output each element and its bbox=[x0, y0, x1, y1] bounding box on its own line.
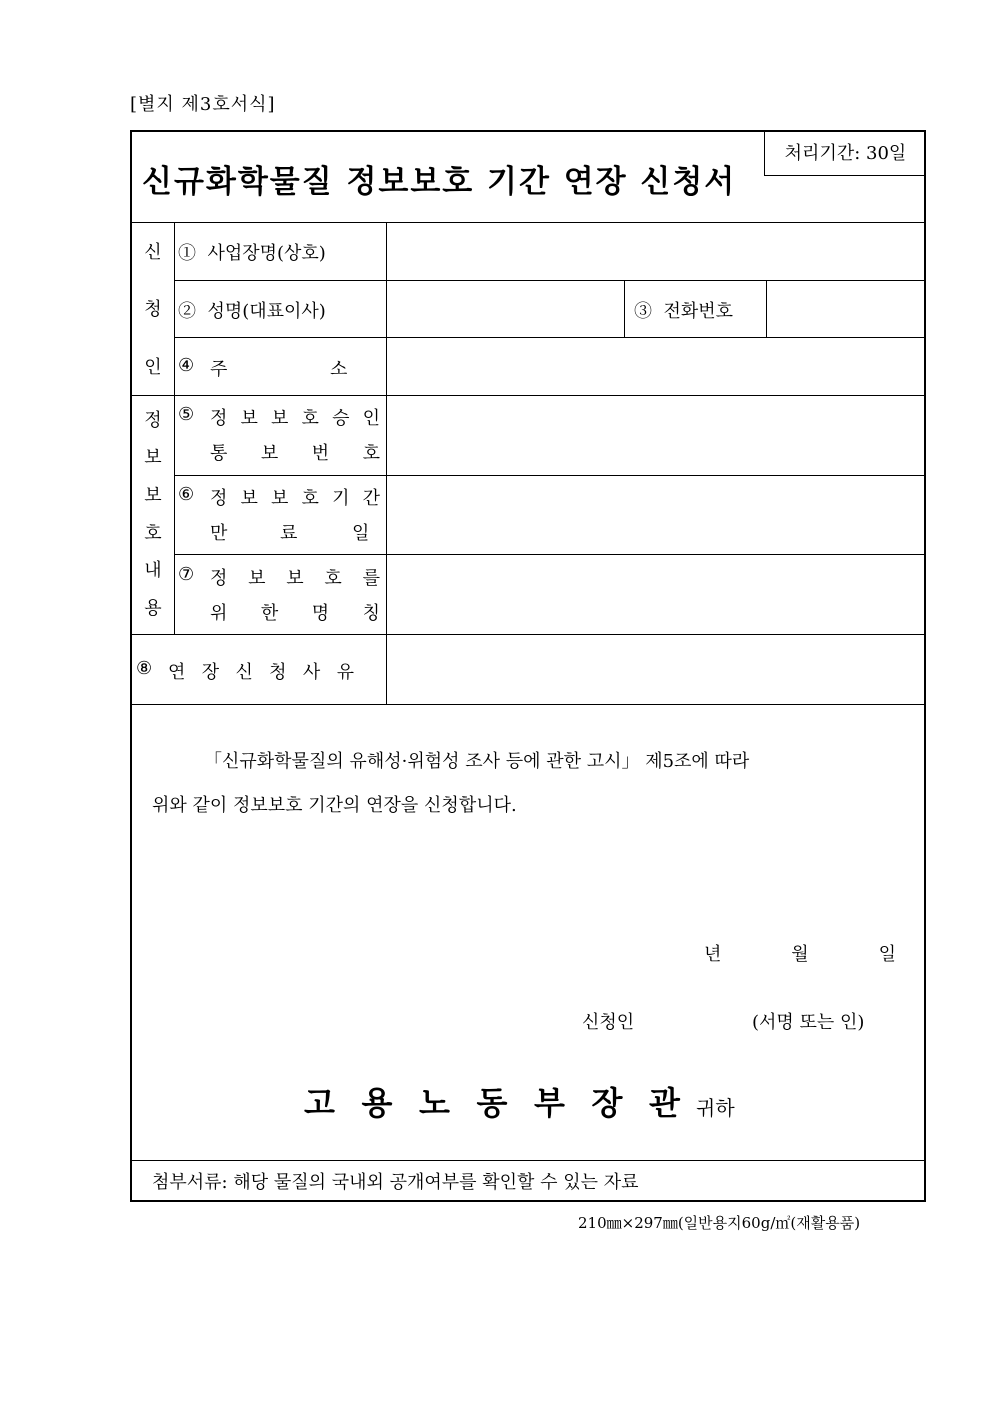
applicant-label: 신청인 bbox=[582, 1012, 635, 1033]
divider bbox=[386, 222, 387, 704]
divider bbox=[132, 704, 924, 705]
alias-name-label-line1: 정 보 보 호 를 bbox=[210, 568, 380, 589]
attachments-note: 첨부서류: 해당 물질의 국내외 공개여부를 확인할 수 있는 자료 bbox=[152, 1172, 639, 1193]
paper-spec: 210㎜×297㎜(일반용지60g/㎡(재활용품) bbox=[578, 1214, 861, 1232]
divider bbox=[174, 554, 924, 555]
divider bbox=[132, 395, 924, 396]
form-number: [별지 제3호서식] bbox=[130, 94, 276, 115]
statement-line-1: 「신규화학물질의 유해성·위험성 조사 등에 관한 고시」 제5조에 따라 bbox=[204, 751, 750, 772]
form-title: 신규화학물질 정보보호 기간 연장 신청서 bbox=[142, 164, 737, 200]
protection-section-label: 정 보 보 호 내 용 bbox=[144, 409, 162, 620]
extension-reason-label: 연 장 신 청 사 유 bbox=[168, 662, 354, 683]
signature-note: (서명 또는 인) bbox=[752, 1012, 865, 1033]
expiry-date-label-line1: 정 보 보 호 기 간 bbox=[210, 488, 380, 509]
approval-number-label-line1: 정 보 보 호 승 인 bbox=[210, 408, 380, 429]
expiry-date-num: ⑥ bbox=[178, 484, 195, 505]
alias-name-num: ⑦ bbox=[178, 564, 195, 585]
approval-number-num: ⑤ bbox=[178, 404, 195, 425]
recipient-title: 고 용 노 동 부 장 관 bbox=[304, 1084, 680, 1122]
statement-line-2: 위와 같이 정보보호 기간의 연장을 신청합니다. bbox=[152, 795, 517, 816]
processing-period-box: 처리기간: 30일 bbox=[764, 132, 926, 176]
address-label: ④ 주 소 bbox=[178, 355, 348, 380]
application-form: 신규화학물질 정보보호 기간 연장 신청서 처리기간: 30일 신 청 인 ① 사업장명(상호) ② 성명(대표이사) ③ 전화번호 ④ 주 소 정 보 보 호 내 용 ⑤ 정 보 보 호 승 인 통 보 번 호 ⑥ 정 보 보 호 기 간 만 료 일 ⑦ 정 보 보 호 를 위 한 명 칭 ⑧ 연 장 신 청 사 유 「신규화학물질의 유해성·위험성 조사 등에 관한 고시」 제5조에 따라 위와 같이 정보보호 기간의 연장을 신청합니다. 년 월 일 신청인 (서명 또는 인) 고 용 노 동 부 장 관 귀하 첨부서류: 해당 물질의 국내외 공개여부를 확인할 수 있는 자료 bbox=[130, 130, 926, 1202]
divider bbox=[174, 280, 924, 281]
divider bbox=[174, 337, 924, 338]
applicant-section-label: 신 청 인 bbox=[144, 241, 162, 379]
recipient-honorific: 귀하 bbox=[696, 1096, 735, 1120]
divider bbox=[132, 222, 924, 223]
alias-name-label-line2: 위 한 명 칭 bbox=[210, 603, 380, 624]
representative-name-label: ② 성명(대표이사) bbox=[178, 301, 326, 322]
application-date: 년 월 일 bbox=[704, 944, 896, 965]
business-name-label: ① 사업장명(상호) bbox=[178, 243, 326, 264]
divider bbox=[766, 280, 767, 337]
extension-reason-num: ⑧ bbox=[136, 658, 153, 679]
divider bbox=[132, 1160, 924, 1161]
divider bbox=[174, 222, 175, 634]
divider bbox=[624, 280, 625, 337]
approval-number-label-line2: 통 보 번 호 bbox=[210, 443, 380, 464]
divider bbox=[174, 475, 924, 476]
phone-label: ③ 전화번호 bbox=[634, 301, 734, 322]
divider bbox=[132, 634, 924, 635]
